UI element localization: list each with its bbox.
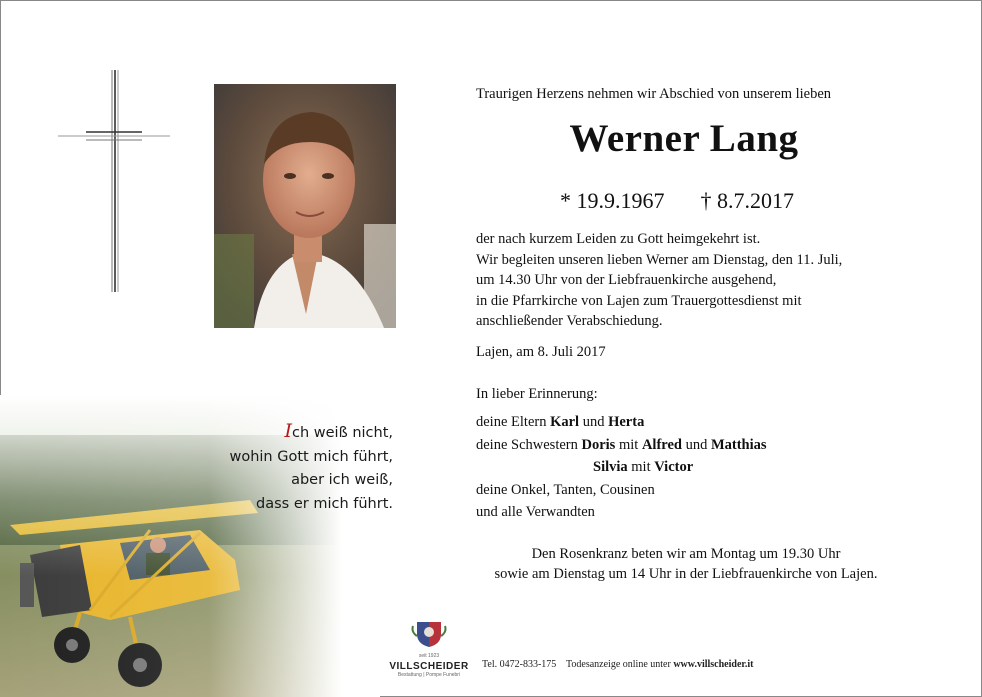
birth-date: * 19.9.1967 <box>560 188 665 213</box>
footer-online-prefix: Todesanzeige online unter <box>566 659 674 670</box>
family-text: und <box>579 414 609 430</box>
intro-text: Traurigen Herzens nehmen wir Abschied von unserem lieben <box>476 86 832 102</box>
poem-line-4: dass er mich führt. <box>256 495 393 512</box>
life-dates <box>560 188 794 214</box>
deceased-name: Werner Lang <box>569 117 799 160</box>
paragraph-line: in die Pfarrkirche von Lajen zum Trauergottesdienst mit <box>476 292 802 309</box>
family-text: und <box>681 436 711 453</box>
paragraph-line: Wir begleiten unseren lieben Werner am Dienstag, den 11. Juli, <box>476 251 843 268</box>
family-list <box>476 411 767 524</box>
rosary-notice <box>476 544 896 584</box>
memory-label: In lieber Erinnerung: <box>476 386 598 402</box>
family-name: Matthias <box>710 436 767 453</box>
paragraph-line: um 14.30 Uhr von der Liebfrauenkirche ausgehend, <box>476 272 777 288</box>
family-line-sisters <box>476 434 767 457</box>
footer-online <box>566 659 754 670</box>
logo-subtitle: Bestattung | Pompe Funebri <box>397 672 461 678</box>
family-name: Karl <box>550 414 580 430</box>
rosary-line: Den Rosenkranz beten wir am Montag um 19.30 Uhr <box>531 546 841 562</box>
family-name: Herta <box>608 414 645 430</box>
family-text: deine Eltern <box>476 414 551 430</box>
family-line-relatives: deine Onkel, Tanten, Cousinen <box>476 481 655 498</box>
family-text: mit <box>627 459 655 475</box>
portrait-photo <box>214 84 396 328</box>
poem-initial: I <box>284 420 292 442</box>
funeral-paragraph <box>476 229 896 332</box>
family-line-parents <box>476 411 767 434</box>
undertaker-logo <box>384 618 474 678</box>
footer-phone: Tel. 0472-833-175 <box>482 659 557 670</box>
family-text: mit <box>615 436 642 453</box>
rosary-line: sowie am Dienstag um 14 Uhr in der Liebfrauenkirche von Lajen. <box>494 566 878 582</box>
logo-since: seit 1923 <box>418 653 440 659</box>
cross-icon <box>58 70 170 292</box>
family-name: Victor <box>654 459 694 475</box>
family-name: Doris <box>581 436 616 453</box>
death-date: † 8.7.2017 <box>700 188 794 213</box>
family-name: Alfred <box>641 436 682 453</box>
family-line-all: und alle Verwandten <box>476 504 595 520</box>
paragraph-line: anschließender Verabschiedung. <box>476 313 663 329</box>
poem-line-3: aber ich weiß, <box>291 472 393 488</box>
poem <box>213 420 393 516</box>
poem-line-1-text: ch weiß nicht, <box>292 425 393 441</box>
family-text: deine Schwestern <box>476 436 582 453</box>
poem-line-2: wohin Gott mich führt, <box>229 448 393 465</box>
coat-of-arms-icon <box>409 618 449 648</box>
paragraph-line: der nach kurzem Leiden zu Gott heimgekehrt ist. <box>476 231 761 247</box>
footer-url-link[interactable]: www.villscheider.it <box>673 659 754 670</box>
place-date: Lajen, am 8. Juli 2017 <box>476 344 606 360</box>
poem-line-1 <box>213 420 393 446</box>
family-line-sister-2 <box>476 456 767 479</box>
family-name: Silvia <box>593 459 628 475</box>
logo-brand: VILLSCHEIDER <box>389 661 469 672</box>
